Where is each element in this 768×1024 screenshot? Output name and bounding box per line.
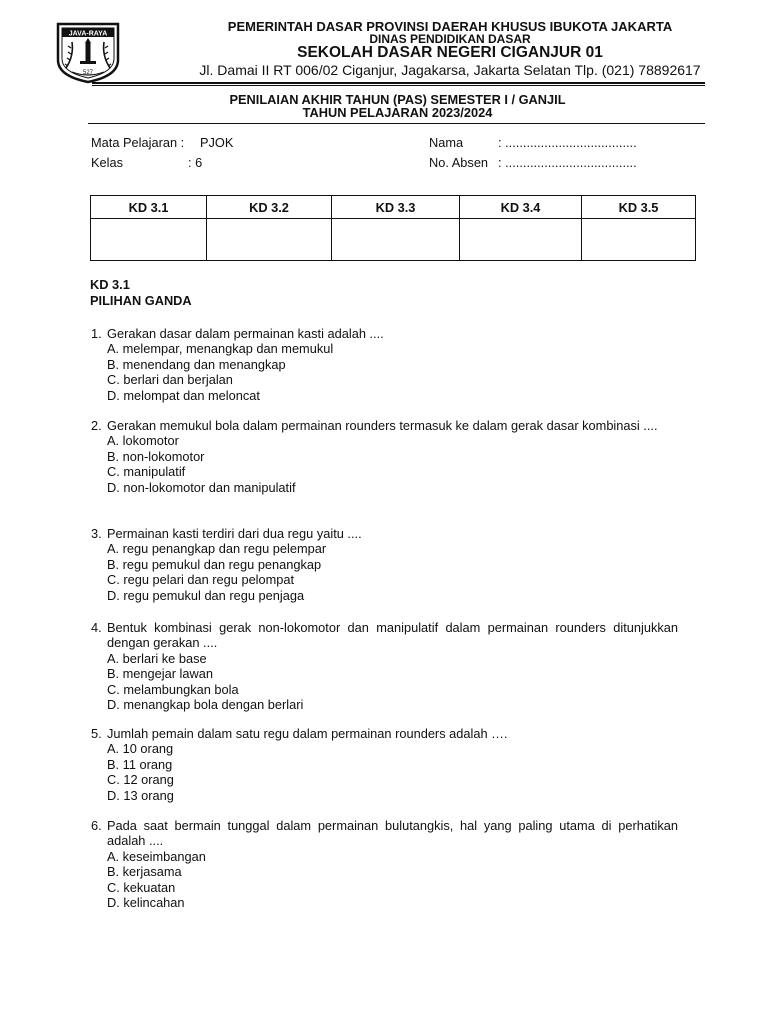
subject-value: PJOK <box>200 135 234 150</box>
question-number: 4. <box>91 620 102 635</box>
exam-title: PENILAIAN AKHIR TAHUN (PAS) SEMESTER I / GANJIL <box>229 92 566 107</box>
question-text: Permainan kasti terdiri dari dua regu yaitu .... <box>107 526 362 541</box>
svg-text:527: 527 <box>82 70 94 76</box>
question-number: 5. <box>91 726 102 741</box>
kd-header-cell: KD 3.1 <box>91 196 207 219</box>
answer-option: B. menendang dan menangkap <box>107 356 286 372</box>
kd-header-cell: KD 3.2 <box>207 196 332 219</box>
answer-option: B. kerjasama <box>107 864 182 880</box>
answer-option: D. kelincahan <box>107 895 185 911</box>
section-kd-label: KD 3.1 <box>90 277 130 292</box>
kd-score-table <box>90 195 696 261</box>
absen-field[interactable]: : ..................................... <box>498 155 637 170</box>
answer-option: A. melempar, menangkap dan memukul <box>107 341 334 357</box>
answer-option: A. 10 orang <box>107 741 174 757</box>
letterhead-address: Jl. Damai II RT 006/02 Ciganjur, Jagakarsa, Jakarta Selatan Tlp. (021) 78892617 <box>199 62 701 78</box>
answer-option: A. keseimbangan <box>107 848 206 864</box>
question-number: 2. <box>91 418 102 433</box>
answer-option: C. berlari dan berjalan <box>107 372 233 388</box>
title-divider <box>88 123 705 124</box>
question-item <box>91 620 678 712</box>
kd-score-cell[interactable] <box>207 219 332 261</box>
question-number: 6. <box>91 818 102 833</box>
answer-option: B. regu pemukul dan regu penangkap <box>107 556 322 572</box>
answer-option: C. manipulatif <box>107 464 186 480</box>
name-field[interactable]: : ..................................... <box>498 135 637 150</box>
question-text: Bentuk kombinasi gerak non-lokomotor dan manipulatif dalam permainan rounders ditunjukkan dengan gerakan .... <box>107 620 678 651</box>
absen-label: No. Absen <box>429 155 489 170</box>
answer-option: B. 11 orang <box>107 756 173 772</box>
class-label: Kelas <box>91 155 124 170</box>
letterhead-divider <box>92 82 705 86</box>
answer-option: C. regu pelari dan regu pelompat <box>107 572 295 588</box>
question-item <box>91 326 678 403</box>
section-type-label: PILIHAN GANDA <box>90 293 192 308</box>
answer-option: D. melompat dan meloncat <box>107 387 260 403</box>
answer-option: C. melambungkan bola <box>107 681 239 697</box>
letterhead-school-name: SEKOLAH DASAR NEGERI CIGANJUR 01 <box>297 44 603 61</box>
question-text: Gerakan dasar dalam permainan kasti adalah .... <box>107 326 384 341</box>
answer-option: D. 13 orang <box>107 787 174 803</box>
exam-year: TAHUN PELAJARAN 2023/2024 <box>302 105 493 120</box>
answer-option: B. mengejar lawan <box>107 666 213 682</box>
question-item <box>91 726 678 803</box>
kd-header-cell: KD 3.5 <box>582 196 696 219</box>
letterhead-department: DINAS PENDIDIKAN DASAR <box>369 32 531 46</box>
jakarta-emblem-logo <box>48 16 128 84</box>
question-item <box>91 418 678 495</box>
class-value: : 6 <box>188 155 203 170</box>
answer-option: D. non-lokomotor dan manipulatif <box>107 479 296 495</box>
answer-option: A. lokomotor <box>107 433 179 449</box>
question-text: Gerakan memukul bola dalam permainan rounders termasuk ke dalam gerak dasar kombinasi .... <box>107 418 658 433</box>
name-label: Nama <box>429 135 464 150</box>
kd-score-cell[interactable] <box>460 219 582 261</box>
answer-option: D. regu pemukul dan regu penjaga <box>107 587 305 603</box>
subject-label: Mata Pelajaran : <box>91 135 185 150</box>
kd-header-row <box>91 196 696 219</box>
question-number: 1. <box>91 326 102 341</box>
answer-option: C. 12 orang <box>107 772 174 788</box>
question-text: Pada saat bermain tunggal dalam permainan bulutangkis, hal yang paling utama di perhatikan adalah .... <box>107 818 678 849</box>
answer-option: A. berlari ke base <box>107 650 207 666</box>
answer-option: B. non-lokomotor <box>107 448 205 464</box>
kd-score-row <box>91 219 696 261</box>
kd-header-cell: KD 3.4 <box>460 196 582 219</box>
letterhead-government: PEMERINTAH DASAR PROVINSI DAERAH KHUSUS IBUKOTA JAKARTA <box>227 19 673 34</box>
question-text: Jumlah pemain dalam satu regu dalam permainan rounders adalah …. <box>107 726 508 741</box>
answer-option: D. menangkap bola dengan berlari <box>107 697 304 713</box>
answer-option: A. regu penangkap dan regu pelempar <box>107 541 327 557</box>
kd-score-cell[interactable] <box>332 219 460 261</box>
kd-score-cell[interactable] <box>91 219 207 261</box>
question-item <box>91 818 678 910</box>
kd-header-cell: KD 3.3 <box>332 196 460 219</box>
question-item <box>91 526 678 603</box>
question-number: 3. <box>91 526 102 541</box>
kd-score-cell[interactable] <box>582 219 696 261</box>
svg-text:JAVA-RAYA: JAVA-RAYA <box>68 30 108 38</box>
answer-option: C. kekuatan <box>107 879 176 895</box>
